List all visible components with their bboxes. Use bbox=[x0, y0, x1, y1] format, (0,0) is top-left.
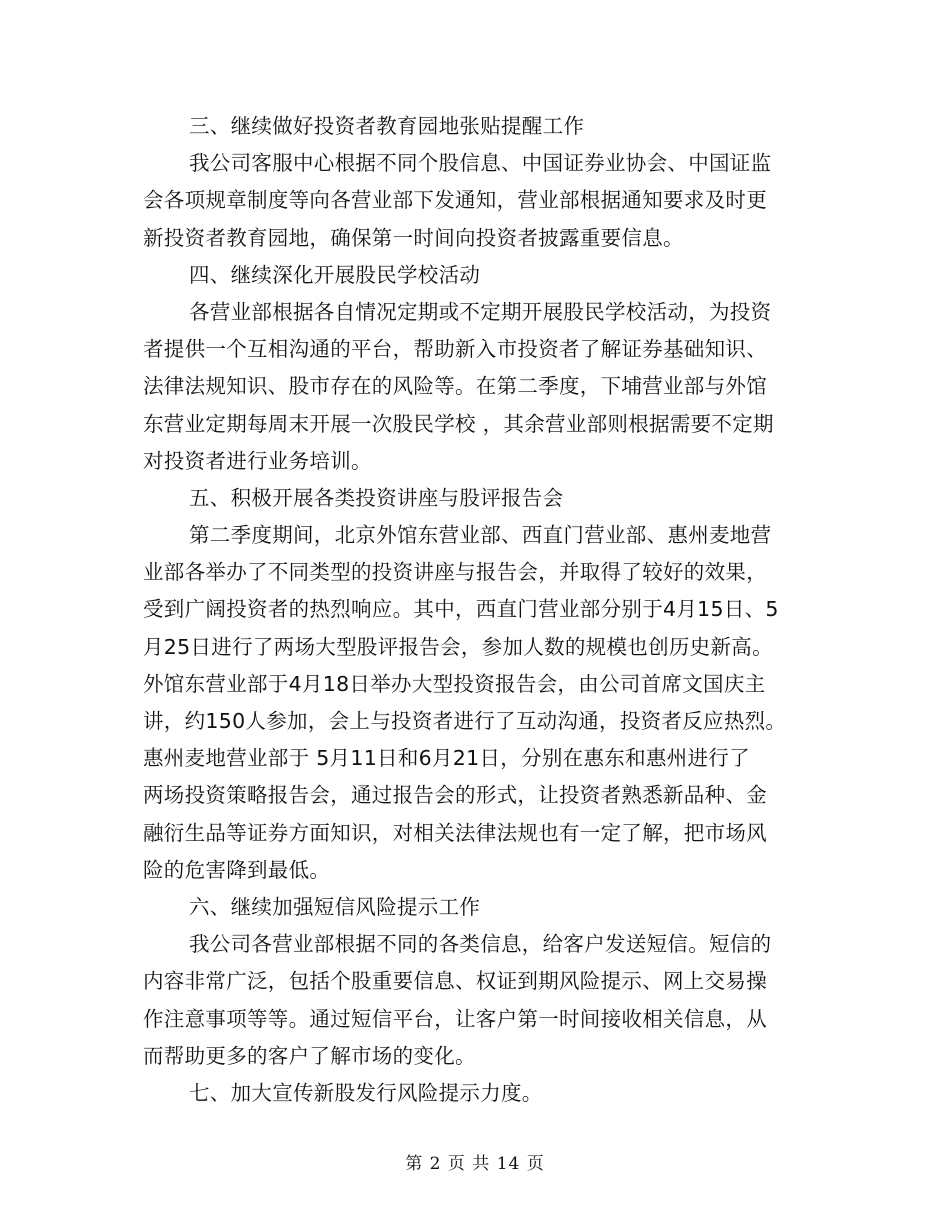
document-body bbox=[143, 108, 811, 1112]
paragraph-line: 内容非常广泛，包括个股重要信息、权证到期风险提示、网上交易操 bbox=[143, 969, 767, 994]
paragraph-line: 新投资者教育园地，确保第一时间向投资者披露重要信息。 bbox=[143, 225, 684, 250]
paragraph-line: 我公司客服中心根据不同个股信息、中国证券业协会、中国证监 bbox=[189, 151, 772, 176]
paragraph-line: 会各项规章制度等向各营业部下发通知，营业部根据通知要求及时更 bbox=[143, 188, 767, 213]
paragraph-line: 讲，约150人参加，会上与投资者进行了互动沟通，投资者反应热烈。 bbox=[143, 709, 787, 733]
paragraph-line: 惠州麦地营业部于 5月11日和6月21日，分别在惠东和惠州进行了 bbox=[143, 746, 750, 771]
paragraph-line: 受到广阔投资者的热烈响应。其中，西直门营业部分别于4月15日、5 bbox=[143, 597, 779, 622]
paragraph-line: 月25日进行了两场大型股评报告会，参加人数的规模也创历史新高。 bbox=[143, 634, 773, 659]
section-heading: 六、继续加强短信风险提示工作 bbox=[189, 894, 481, 919]
paragraph-line: 各营业部根据各自情况定期或不定期开展股民学校活动，为投资 bbox=[189, 299, 772, 324]
paragraph-line: 作注意事项等等。通过短信平台，让客户第一时间接收相关信息，从 bbox=[143, 1006, 767, 1031]
paragraph-line: 险的危害降到最低。 bbox=[143, 857, 331, 882]
paragraph-line: 法律法规知识、股市存在的风险等。在第二季度，下埔营业部与外馆 bbox=[143, 374, 767, 399]
paragraph-line: 两场投资策略报告会，通过报告会的形式，让投资者熟悉新品种、金 bbox=[143, 783, 767, 808]
paragraph-line: 融衍生品等证券方面知识，对相关法律法规也有一定了解，把市场风 bbox=[143, 820, 767, 845]
paragraph-line: 者提供一个互相沟通的平台，帮助新入市投资者了解证券基础知识、 bbox=[143, 337, 767, 362]
paragraph-line: 而帮助更多的客户了解市场的变化。 bbox=[143, 1043, 476, 1068]
section-heading: 三、继续做好投资者教育园地张贴提醒工作 bbox=[189, 114, 585, 138]
section-heading: 四、继续深化开展股民学校活动 bbox=[189, 262, 481, 287]
section-heading: 五、积极开展各类投资讲座与股评报告会 bbox=[189, 485, 564, 510]
paragraph-line: 东营业定期每周末开展一次股民学校 ，其余营业部则根据需要不定期 bbox=[143, 411, 774, 436]
paragraph-line: 外馆东营业部于4月18日举办大型投资报告会，由公司首席文国庆主 bbox=[143, 671, 766, 696]
paragraph-line: 第二季度期间，北京外馆东营业部、西直门营业部、惠州麦地营 bbox=[189, 523, 772, 548]
page-footer: 第 2 页 共 14 页 bbox=[405, 1154, 545, 1174]
paragraph-line: 我公司各营业部根据不同的各类信息，给客户发送短信。短信的 bbox=[189, 932, 772, 957]
paragraph-line: 对投资者进行业务培训。 bbox=[143, 448, 372, 473]
section-heading: 七、加大宣传新股发行风险提示力度。 bbox=[189, 1080, 543, 1105]
paragraph-line: 业部各举办了不同类型的投资讲座与报告会，并取得了较好的效果， bbox=[143, 560, 767, 585]
